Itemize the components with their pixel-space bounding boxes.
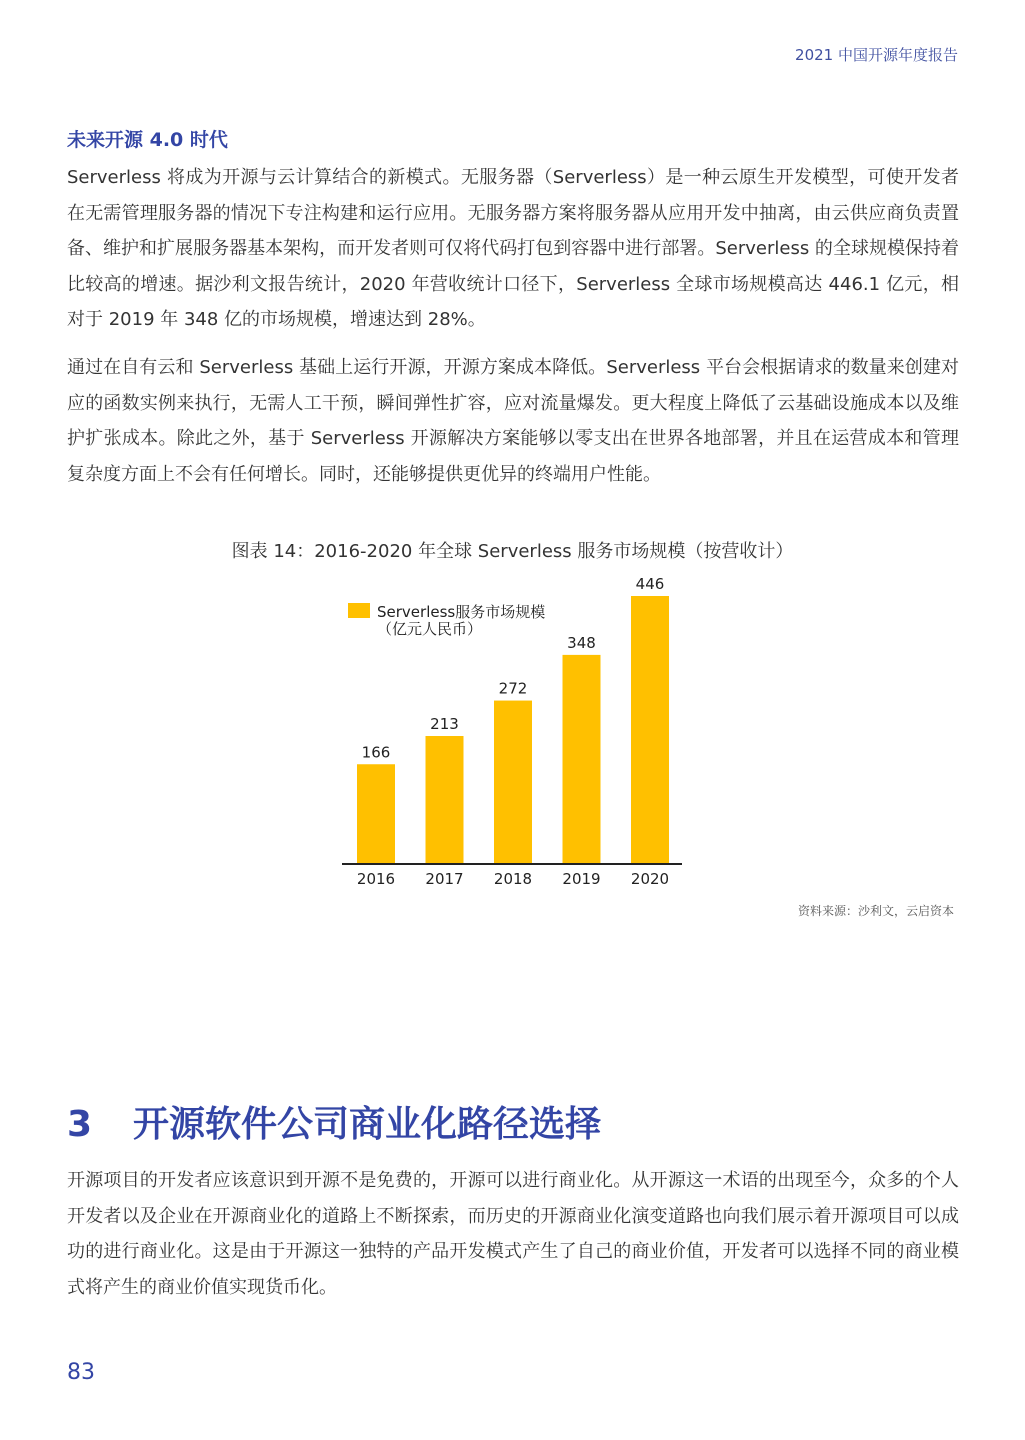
section-heading: 未来开源 4.0 时代: [67, 129, 228, 151]
data-label-2019: 348: [567, 633, 596, 652]
data-label-2018: 272: [498, 679, 528, 698]
bar-2018: [494, 701, 532, 864]
body-paragraph-2: 通过在自有云和 Serverless 基础上运行开源，开源方案成本降低。Serverless 平台会根据请求的数量来创建对应的函数实例来执行，无需人工干预，瞬间弹性扩容，应对流量爆发。更大程度上降低了云基础设施成本以及维护扩张成本。除此之外，基于 Serverless 开源解决方案能够以零支出在世界各地部署，并且在运营成本和管理复杂度方面上不会有任何增长。同时，还能够提供更优异的终端用户性能。: [67, 357, 959, 485]
page-number: 83: [67, 1360, 95, 1385]
chapter-paragraph: 开源项目的开发者应该意识到开源不是免费的，开源可以进行商业化。从开源这一术语的出现至今，众多的个人开发者以及企业在开源商业化的道路上不断探索，而历史的开源商业化演变道路也向我们展示着开源项目可以成功的进行商业化。这是由于开源这一独特的产品开发模式产生了自己的商业价值，开发者可以选择不同的商业模式将产生的商业价值实现货币化。: [67, 1170, 959, 1298]
serverless-market-bar-chart: [330, 570, 690, 895]
x-tick-label-2020: 2020: [630, 870, 670, 888]
running-header-title: 2021 中国开源年度报告: [795, 46, 958, 64]
legend-swatch: [348, 603, 370, 618]
chapter-number: 3: [67, 1104, 93, 1145]
body-paragraph-1: Serverless 将成为开源与云计算结合的新模式。无服务器（Serverless）是一种云原生开发模型，可使开发者在无需管理服务器的情况下专注构建和运行应用。无服务器方案将服务器从应用开发中抽离，由云供应商负责置备、维护和扩展服务器基本架构，而开发者则可仅将代码打包到容器中进行部署。Serverless 的全球规模保持着比较高的增速。据沙利文报告统计，2020 年营收统计口径下，Serverless 全球市场规模高达 446.1 亿元，相对于 2019 年 348 亿的市场规模，增速达到 28%。: [67, 167, 959, 330]
chart-caption: 图表 14：2016-2020 年全球 Serverless 服务市场规模（按营收计）: [231, 541, 794, 562]
chapter-title: 开源软件公司商业化路径选择: [133, 1104, 602, 1145]
chart-source-note: 资料来源：沙利文，云启资本: [797, 904, 954, 918]
legend-label-line2: （亿元人民币）: [377, 620, 483, 638]
chapter-heading: [67, 1096, 601, 1147]
bar-2017: [426, 736, 464, 864]
x-tick-label-2018: 2018: [493, 870, 533, 888]
x-tick-label-2019: 2019: [562, 870, 601, 888]
data-label-2016: 166: [361, 743, 391, 762]
x-tick-label-2017: 2017: [425, 870, 464, 888]
data-label-2017: 213: [430, 715, 459, 734]
data-label-2020: 446: [635, 575, 665, 593]
bar-2016: [357, 764, 395, 864]
legend-label-line1: Serverless服务市场规模: [377, 603, 546, 621]
bar-2019: [563, 655, 601, 864]
x-tick-label-2016: 2016: [356, 870, 396, 888]
bar-2020: [631, 596, 669, 864]
